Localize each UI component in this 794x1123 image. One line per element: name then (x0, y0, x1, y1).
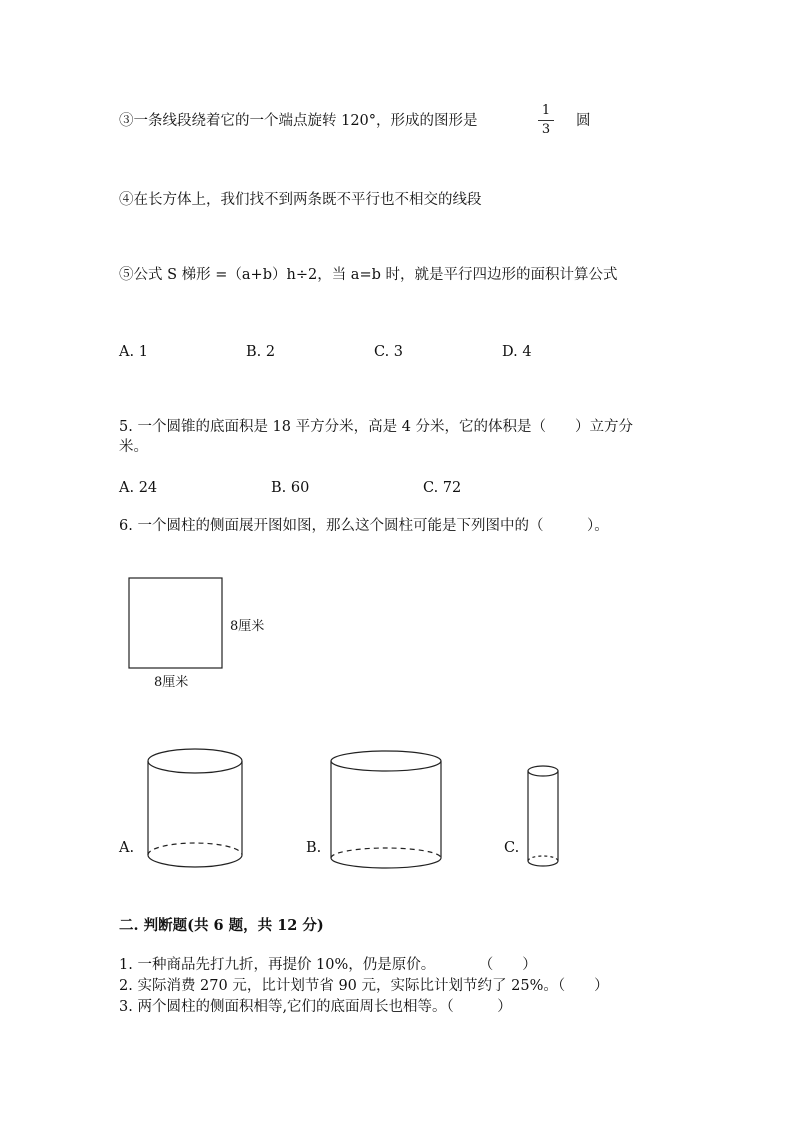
cylinder-b (331, 751, 441, 868)
q6-option-c[interactable]: C. (504, 840, 520, 856)
cylinder-a-bottom-front (148, 855, 242, 867)
fraction-denominator: 3 (541, 122, 551, 137)
tf-question-1: 1. 一种商品先打九折，再提价 10%，仍是原价。 （ ） (119, 957, 537, 973)
cylinder-c (528, 766, 558, 866)
cylinder-c-top (528, 766, 558, 776)
q5-stem-line1: 5. 一个圆锥的底面积是 18 平方分米，高是 4 分米，它的体积是（ ）立方分 (119, 419, 634, 435)
statement-3-suffix: 圆 (576, 113, 591, 129)
statement-3-text: ③一条线段绕着它的一个端点旋转 120°，形成的图形是 (119, 113, 478, 129)
cylinder-a (148, 749, 242, 867)
q5-stem-line2: 米。 (119, 439, 148, 455)
q6-option-a[interactable]: A. (119, 840, 135, 856)
tf-question-3: 3. 两个圆柱的侧面积相等,它们的底面周长也相等。（ ） (119, 999, 512, 1015)
cylinder-a-top (148, 749, 242, 773)
q5-option-c[interactable]: C. 72 (423, 480, 462, 496)
cylinder-c-bottom-back (528, 856, 558, 861)
fraction-numerator: 1 (541, 103, 551, 118)
square-side-label: 8厘米 (230, 619, 265, 634)
q4-option-a[interactable]: A. 1 (119, 344, 148, 360)
cylinder-c-bottom-front (528, 861, 558, 866)
q6-option-b[interactable]: B. (306, 840, 322, 856)
cylinder-b-bottom-front (331, 858, 441, 868)
statement-5-text: ⑤公式 S 梯形 =（a+b）h÷2，当 a=b 时，就是平行四边形的面积计算公式 (119, 267, 618, 283)
q5-option-a[interactable]: A. 24 (119, 480, 158, 496)
cylinder-a-bottom-back (148, 843, 242, 855)
cylinder-b-bottom-back (331, 848, 441, 858)
section-2-heading: 二. 判断题(共 6 题，共 12 分) (119, 917, 324, 934)
tf-question-2: 2. 实际消费 270 元，比计划节省 90 元，实际比计划节约了 25%。（ ） (119, 978, 609, 994)
q5-option-b[interactable]: B. 60 (271, 480, 310, 496)
square-bottom-label: 8厘米 (154, 675, 189, 690)
cylinder-b-top (331, 751, 441, 771)
statement-4-text: ④在长方体上，我们找不到两条既不平行也不相交的线段 (119, 192, 482, 208)
q4-option-d[interactable]: D. 4 (502, 344, 532, 360)
q4-option-b[interactable]: B. 2 (246, 344, 276, 360)
lateral-surface-square (129, 578, 222, 668)
q6-stem: 6. 一个圆柱的侧面展开图如图，那么这个圆柱可能是下列图中的（ ）。 (119, 518, 609, 534)
q4-option-c[interactable]: C. 3 (374, 344, 404, 360)
